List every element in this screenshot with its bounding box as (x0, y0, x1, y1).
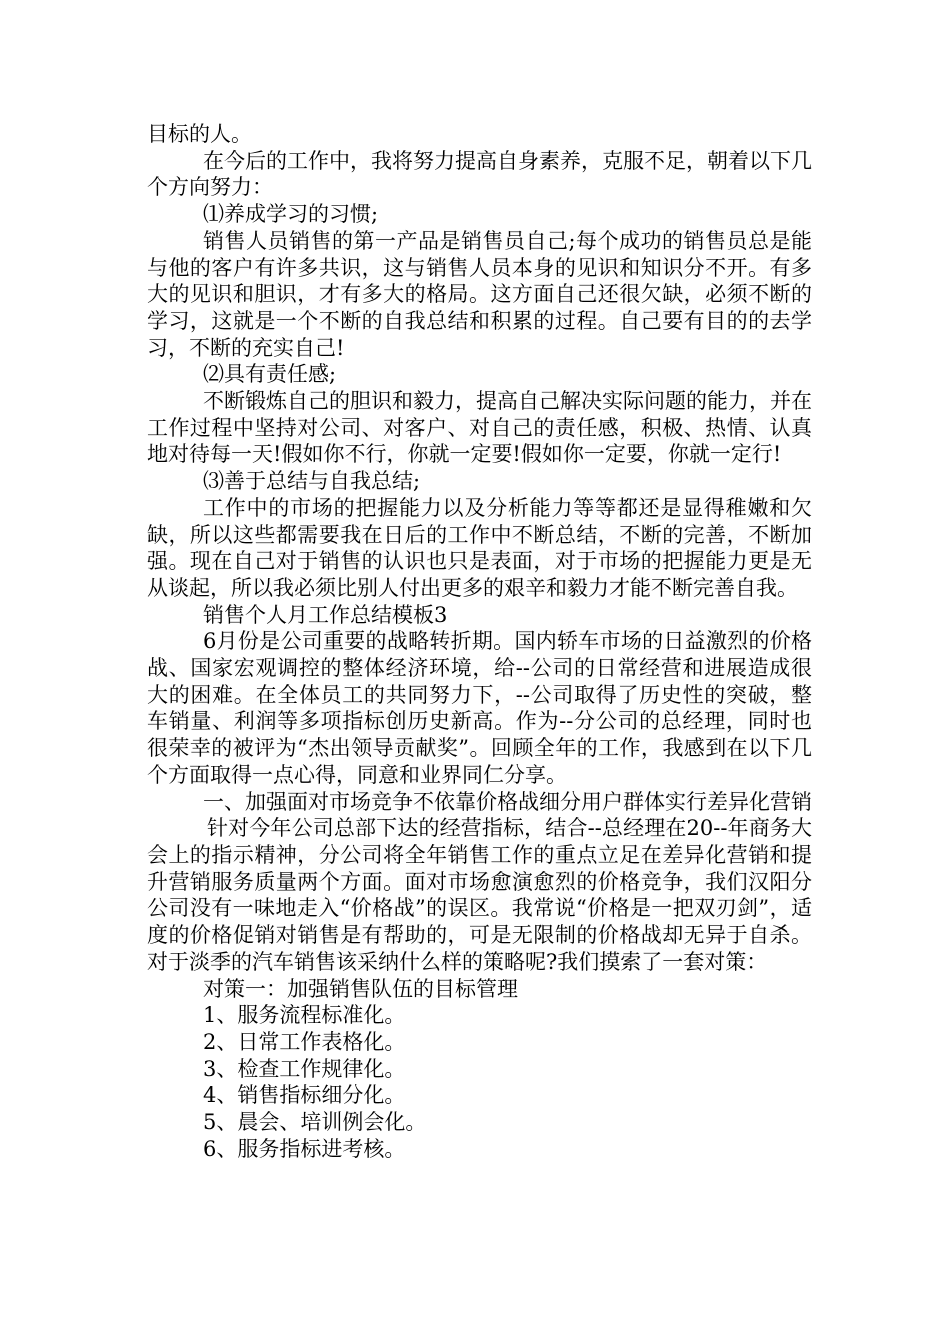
document-body (147, 121, 812, 1162)
list-item: 1、服务流程标准化。 (203, 1003, 406, 1028)
list-item: 4、销售指标细分化。 (203, 1083, 406, 1108)
list-heading-3: ⑶善于总结与自我总结; (203, 469, 421, 494)
paragraph-continuation: 目标的人。 (147, 122, 252, 146)
section-heading-1: 一、加强面对市场竞争不依靠价格战细分用户群体实行差异化营销 (203, 789, 812, 814)
paragraph-responsibility: 不断锻炼自己的胆识和毅力，提高自己解决实际问题的能力，并在工作过程中坚持对公司、对客户、对自己的责任感，积极、热情、认真地对待每一天!假如你不行，你就一定要!假如你一定要，你就一定行! (147, 389, 812, 467)
list-item: 6、服务指标进考核。 (203, 1136, 406, 1161)
list-heading-1: ⑴养成学习的习惯; (203, 202, 379, 227)
paragraph-june: 6月份是公司重要的战略转折期。国内轿车市场的日益激烈的价格战、国家宏观调控的整体经济环境，给--公司的日常经营和进展造成很大的困难。在全体员工的共同努力下，--公司取得了历史性的突破，整车销量、利润等多项指标创历史新高。作为--分公司的总经理，同时也很荣幸的被评为“杰出领导贡献奖”。回顾全年的工作，我感到在以下几个方面取得一点心得，同意和业界同仁分享。 (147, 629, 812, 787)
paragraph-learning: 销售人员销售的第一产品是销售员自己;每个成功的销售员总是能与他的客户有许多共识，这与销售人员本身的见识和知识分不开。有多大的见识和胆识，才有多大的格局。这方面自己还很欠缺，必须不断的学习，这就是一个不断的自我总结和积累的过程。自己要有目的的去学习，不断的充实自己! (147, 228, 812, 360)
strategy-heading-1: 对策一：加强销售队伍的目标管理 (203, 976, 518, 1001)
paragraph-summary: 工作中的市场的把握能力以及分析能力等等都还是显得稚嫩和欠缺，所以这些都需要我在日后的工作中不断总结，不断的完善，不断加强。现在自己对于销售的认识也只是表面，对于市场的把握能力更是无从谈起，所以我必须比别人付出更多的艰辛和毅力才能不断完善自我。 (147, 495, 812, 600)
list-item: 5、晨会、培训例会化。 (203, 1110, 427, 1135)
section-title: 销售个人月工作总结模板3 (203, 602, 448, 627)
list-item: 2、日常工作表格化。 (203, 1029, 406, 1054)
paragraph-intro: 在今后的工作中，我将努力提高自身素养，克服不足，朝着以下几个方向努力： (147, 148, 812, 200)
list-heading-2: ⑵具有责任感; (203, 362, 337, 387)
paragraph-strategy: 针对今年公司总部下达的经营指标，结合--总经理在20--年商务大会上的指示精神，分公司将全年销售工作的重点立足在差异化营销和提升营销服务质量两个方面。面对市场愈演愈烈的价格竞争，我们汉阳分公司没有一味地走入“价格战”的误区。我常说“价格是一把双刃剑”，适度的价格促销对销售是有帮助的，可是无限制的价格战却无异于自杀。对于淡季的汽车销售该采纳什么样的策略呢?我们摸索了一套对策： (147, 816, 812, 974)
list-item: 3、检查工作规律化。 (203, 1056, 406, 1081)
